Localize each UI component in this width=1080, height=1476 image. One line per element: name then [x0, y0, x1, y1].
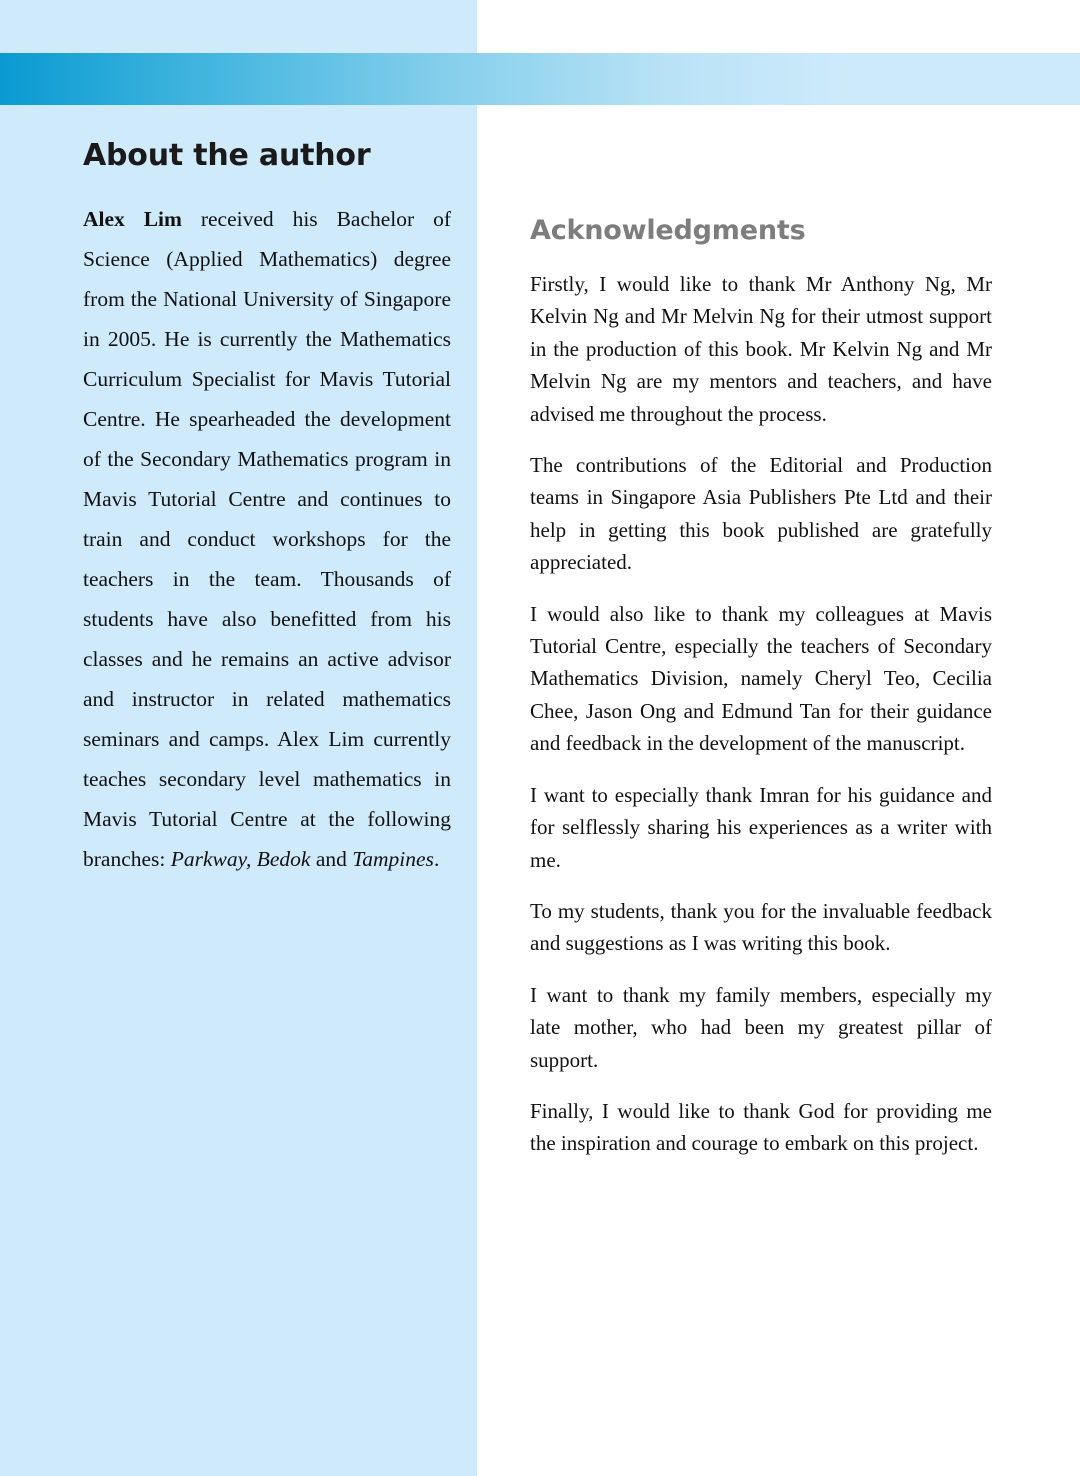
about-the-author-column: [83, 138, 451, 897]
acknowledgments-paragraph: To my students, thank you for the invaluable feedback and suggestions as I was writing this book.: [530, 898, 992, 956]
acknowledgments-paragraph: Firstly, I would like to thank Mr Anthony Ng, Mr Kelvin Ng and Mr Melvin Ng for their utmost support in the production of this book. Mr Kelvin Ng and Mr Melvin Ng are my mentors and teachers, and have advised me throughout the process.: [530, 272, 992, 426]
branch-list-italic-1: Parkway, Bedok: [170, 847, 311, 871]
branch-join: and: [310, 847, 353, 871]
acknowledgments-paragraph: I want to especially thank Imran for his guidance and for selflessly sharing his experiences as a writer with me.: [530, 782, 992, 872]
acknowledgments-paragraph: I want to thank my family members, especially my late mother, who had been my greatest pillar of support.: [530, 982, 992, 1072]
acknowledgments-paragraph: I would also like to thank my colleagues at Mavis Tutorial Centre, especially the teachers of Secondary Mathematics Division, namely Cheryl Teo, Cecilia Chee, Jason Ong and Edmund Tan for their guidance and feedback in the development of the manuscript.: [530, 601, 992, 756]
acknowledgments-column: [530, 215, 992, 1179]
acknowledgments-heading: Acknowledgments: [530, 215, 806, 246]
author-bio-paragraph: [83, 199, 451, 879]
acknowledgments-paragraph: The contributions of the Editorial and Production teams in Singapore Asia Publishers Pte Ltd and their help in getting this book published are gratefully appreciated.: [530, 453, 992, 575]
top-gradient-band: [0, 53, 1080, 105]
bio-end-punctuation: .: [433, 847, 440, 871]
author-bio-text: received his Bachelor of Science (Applied Mathematics) degree from the National University of Singapore in 2005. He is currently the Mathematics Curriculum Specialist for Mavis Tutorial Centre. He spearheaded the development of the Secondary Mathematics program in Mavis Tutorial Centre and continues to train and conduct workshops for the teachers in the team. Thousands of students have also benefitted from his classes and he remains an active advisor and instructor in related mathematics seminars and camps. Alex Lim currently teaches secondary level mathematics in Mavis Tutorial Centre at the following branches:: [83, 207, 451, 871]
acknowledgments-paragraph: Finally, I would like to thank God for providing me the inspiration and courage to embark on this project.: [530, 1098, 992, 1156]
branch-list-italic-2: Tampines: [352, 847, 434, 871]
about-author-heading: About the author: [83, 138, 371, 173]
author-name: Alex Lim: [83, 207, 182, 231]
